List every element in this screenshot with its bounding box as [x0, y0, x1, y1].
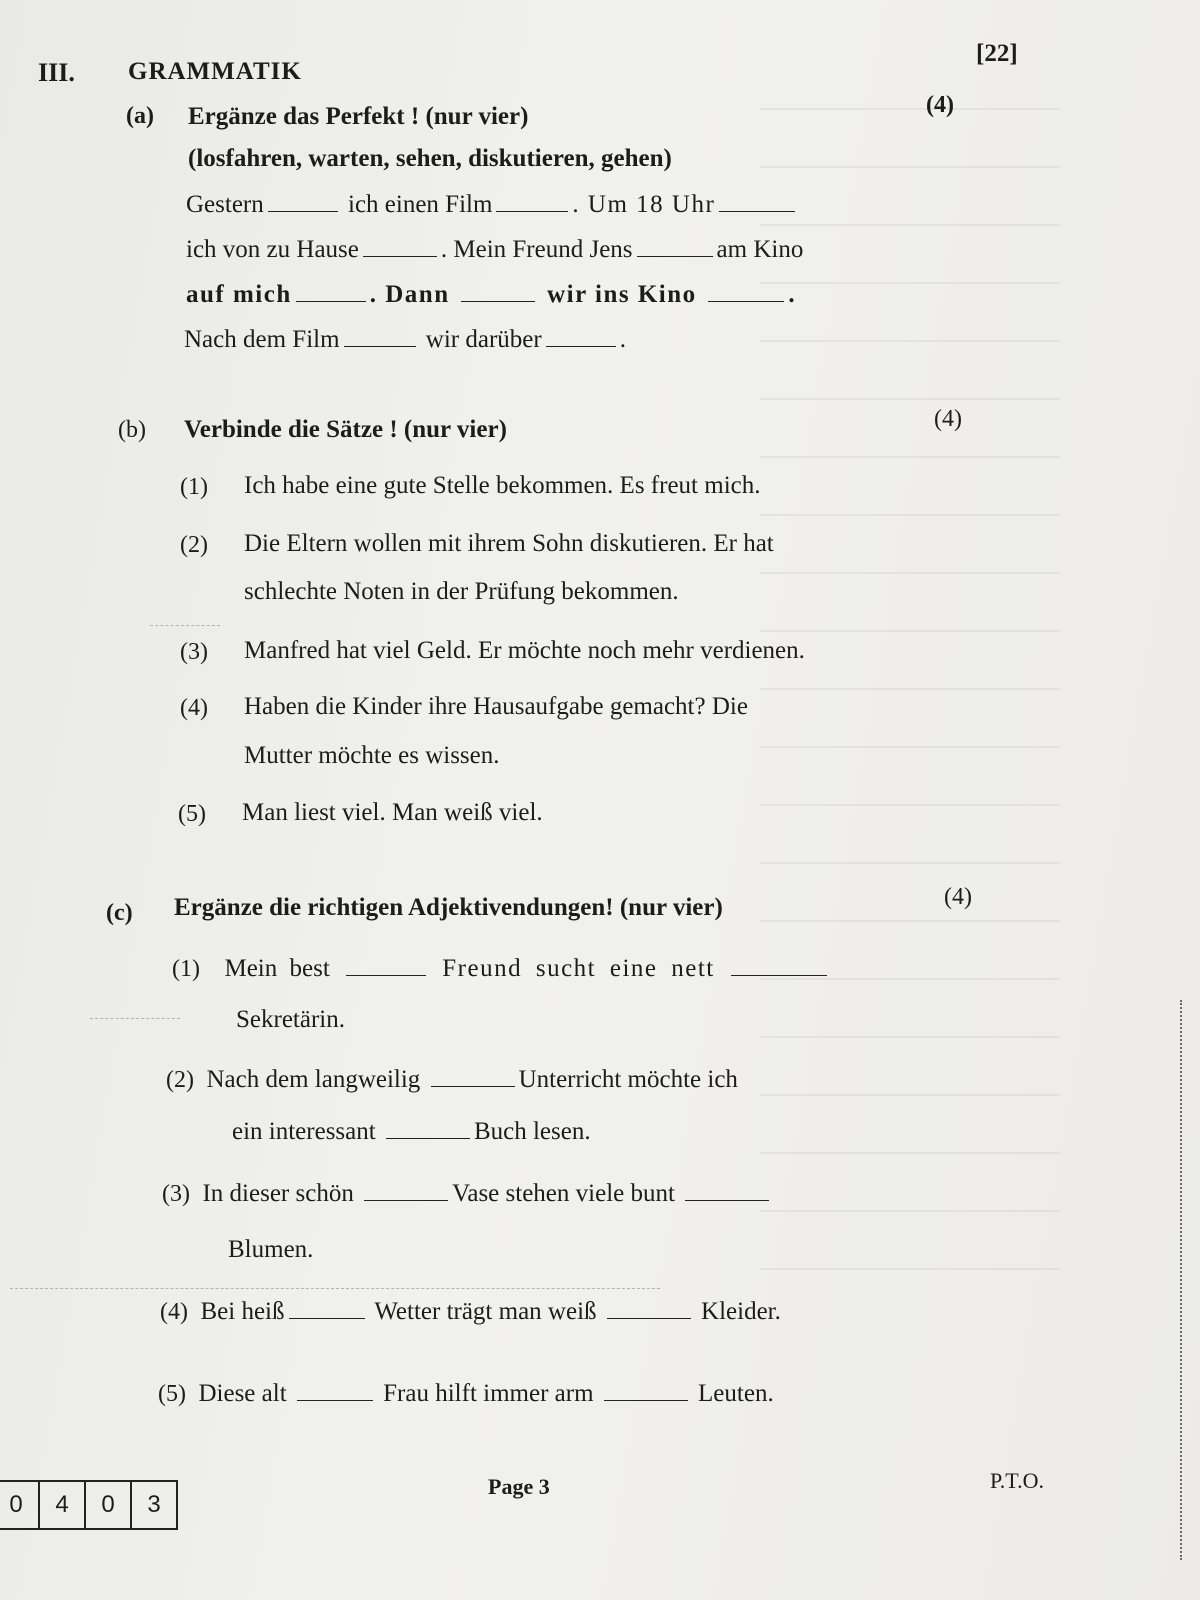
part-b-letter: (b) [118, 417, 146, 443]
answer-blank[interactable] [344, 345, 416, 347]
text: ich von zu Hause [186, 236, 359, 263]
text: wir ins Kino [547, 281, 697, 308]
code-digit: 0 [84, 1482, 130, 1528]
item-number: (2) [166, 1067, 194, 1093]
sentence-pair-continued: schlechte Noten in der Prüfung bekommen. [244, 578, 679, 605]
answer-blank[interactable] [364, 1199, 448, 1201]
part-a-line-2 [186, 236, 803, 264]
answer-blank[interactable] [604, 1399, 688, 1401]
answer-blank[interactable] [268, 210, 338, 212]
answer-blank[interactable] [731, 974, 827, 976]
text: Nach dem langweilig [206, 1066, 421, 1093]
part-c-marks: (4) [944, 884, 972, 910]
part-a-verb-list: (losfahren, warten, sehen, diskutieren, gehen) [188, 145, 672, 172]
adjective-item-3 [162, 1180, 773, 1208]
text: ein interessant [232, 1118, 376, 1145]
text: . [788, 281, 797, 308]
staple-edge [1180, 1000, 1182, 1560]
show-through-text [760, 60, 1060, 1320]
please-turn-over: P.T.O. [990, 1468, 1044, 1493]
text: . Mein Freund Jens [440, 236, 633, 263]
adjective-item-1-continued: Sekretärin. [236, 1006, 345, 1033]
adjective-item-5 [158, 1380, 774, 1408]
item-number: (2) [180, 532, 208, 558]
text: . Um 18 Uhr [572, 191, 716, 218]
text: Freund sucht eine nett [442, 955, 715, 982]
sentence-pair: Die Eltern wollen mit ihrem Sohn diskutieren. Er hat [244, 530, 774, 557]
part-a-line-3 [186, 281, 796, 309]
text: wir darüber [425, 326, 542, 353]
item-number: (3) [180, 639, 208, 665]
part-b-instruction: Verbinde die Sätze ! (nur vier) [184, 416, 507, 443]
answer-blank[interactable] [289, 1317, 365, 1319]
answer-blank[interactable] [386, 1137, 470, 1139]
answer-blank[interactable] [297, 1399, 373, 1401]
answer-blank[interactable] [719, 210, 795, 212]
answer-blank[interactable] [546, 345, 616, 347]
text: Diese alt [198, 1380, 287, 1407]
text: . [619, 326, 626, 353]
item-number: (4) [160, 1299, 188, 1325]
text: ich einen Film [348, 191, 493, 218]
answer-blank[interactable] [496, 210, 568, 212]
answer-blank[interactable] [708, 300, 784, 302]
answer-blank[interactable] [296, 300, 366, 302]
page-number: Page 3 [488, 1474, 550, 1499]
text: Mein best [224, 955, 330, 982]
sentence-pair: Man liest viel. Man weiß viel. [242, 799, 543, 826]
text: Frau hilft immer arm [383, 1380, 594, 1407]
text: Wetter trägt man weiß [374, 1298, 597, 1325]
code-digit: 0 [9, 1491, 23, 1518]
part-b-marks: (4) [934, 406, 962, 432]
text: Bei heiß [200, 1298, 285, 1325]
part-c-instruction: Ergänze die richtigen Adjektivendungen! (nur vier) [174, 894, 723, 921]
adjective-item-4 [160, 1298, 781, 1326]
sentence-pair: Haben die Kinder ihre Hausaufgabe gemacht? Die [244, 693, 748, 720]
answer-blank[interactable] [685, 1199, 769, 1201]
text: Gestern [186, 191, 264, 218]
sentence-pair-continued: Mutter möchte es wissen. [244, 742, 500, 769]
answer-blank[interactable] [637, 255, 713, 257]
text: Kleider. [701, 1298, 781, 1325]
answer-blank[interactable] [431, 1085, 515, 1087]
adjective-item-3-continued: Blumen. [228, 1236, 314, 1263]
text: Leuten. [698, 1380, 774, 1407]
dash-line [150, 625, 220, 626]
part-a-line-4 [184, 326, 626, 354]
answer-blank[interactable] [346, 974, 426, 976]
total-marks: [22] [976, 40, 1018, 67]
text: Buch lesen. [473, 1118, 591, 1145]
part-a-line-1 [186, 191, 799, 219]
text: am Kino [716, 236, 804, 263]
dash-line [10, 1288, 660, 1289]
answer-blank[interactable] [461, 300, 535, 302]
answer-blank[interactable] [363, 255, 437, 257]
part-c-letter: (c) [106, 900, 133, 926]
adjective-item-1 [172, 955, 831, 983]
item-number: (1) [172, 956, 200, 982]
item-number: (5) [178, 801, 206, 827]
section-title: GRAMMATIK [128, 58, 302, 85]
text: Unterricht möchte ich [518, 1066, 738, 1093]
item-number: (4) [180, 695, 208, 721]
dash-line [90, 1018, 180, 1019]
text: In dieser schön [202, 1180, 354, 1207]
adjective-item-2 [166, 1066, 738, 1094]
section-number: III. [38, 58, 75, 87]
part-a-marks: (4) [926, 92, 954, 118]
paper-code-box [0, 1480, 178, 1530]
text: . Dann [369, 281, 450, 308]
code-digit: 3 [130, 1482, 176, 1528]
item-number: (5) [158, 1381, 186, 1407]
text: auf mich [186, 281, 292, 308]
text: Nach dem Film [184, 326, 340, 353]
item-number: (1) [180, 474, 208, 500]
adjective-item-2-continued [232, 1118, 591, 1146]
text: Vase stehen viele bunt [452, 1180, 675, 1207]
code-digit: 4 [38, 1482, 84, 1528]
sentence-pair: Ich habe eine gute Stelle bekommen. Es freut mich. [244, 472, 761, 499]
sentence-pair: Manfred hat viel Geld. Er möchte noch mehr verdienen. [244, 637, 805, 664]
answer-blank[interactable] [607, 1317, 691, 1319]
part-a-letter: (a) [126, 103, 154, 129]
part-a-instruction: Ergänze das Perfekt ! (nur vier) [188, 103, 529, 130]
item-number: (3) [162, 1181, 190, 1207]
